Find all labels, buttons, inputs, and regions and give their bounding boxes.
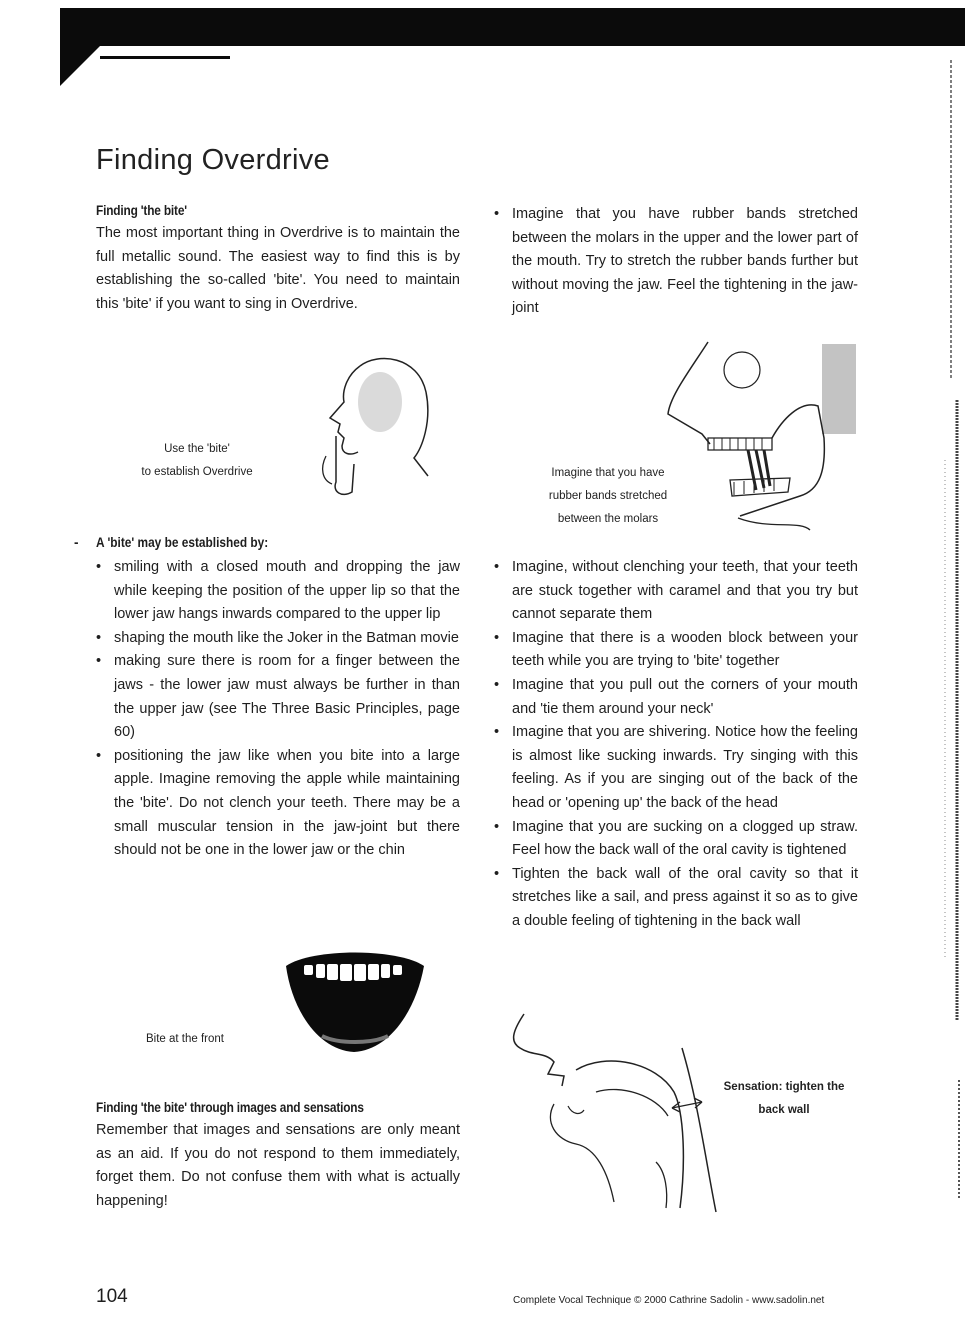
head-caption-line1: Use the 'bite' (164, 443, 230, 455)
head-caption (118, 438, 276, 484)
intro-section (96, 203, 460, 316)
bite-item-4: • positioning the jaw like when you bite into a large apple. Imagine removing the apple while maintaining the 'bite'. Do not clench your teeth. There may be a small muscular tension in the jaw-joint but there should not be one in the lower jaw or the chin (96, 745, 460, 863)
bite-section-heading: - A 'bite' may be established by: (74, 535, 269, 550)
mouth-corners-item: • Imagine that you pull out the corners of your mouth and 'tie them around your neck' (494, 674, 858, 721)
skull-caption-line2: rubber bands stretched (548, 490, 668, 502)
shivering-item: • Imagine that you are shivering. Notice how the feeling is almost like sucking inwards. Try singing with this feeling. As if you are singing out of the back of the head or 'opening up' the back of the head (494, 721, 858, 815)
images-section (96, 1100, 460, 1213)
scan-edge-texture (937, 60, 965, 1210)
page-title: Finding Overdrive (96, 144, 330, 176)
images-heading: Finding 'the bite' through images and sensations (96, 1100, 364, 1115)
throat-caption (706, 1076, 862, 1122)
rubber-band-item: • Imagine that you have rubber bands stretched between the molars in the upper and the lower part of the mouth. Try to stretch the rubber bands further but without moving the jaw. Feel the tightening in the jaw-joint (494, 203, 858, 321)
header-tab (60, 46, 100, 86)
wooden-block-item: • Imagine that there is a wooden block between your teeth while you are trying to 'bite' together (494, 627, 858, 674)
footer-copyright: Complete Vocal Technique © 2000 Cathrine Sadolin - www.sadolin.net (513, 1295, 825, 1306)
bite-heading-text: A 'bite' may be established by: (96, 535, 269, 550)
throat-caption-line1: Sensation: tighten the (723, 1081, 845, 1093)
intro-heading: Finding 'the bite' (96, 203, 187, 218)
images-text: Remember that images and sensations are only meant as an aid. If you do not respond to them immediately, forget them. Do not confuse them with what is actually happening! (96, 1122, 460, 1209)
page-number: 104 (96, 1286, 128, 1307)
skull-caption-line1: Imagine that you have (551, 467, 665, 479)
skull-illustration (660, 340, 860, 540)
header-rule (100, 56, 230, 59)
right-top-list (494, 203, 858, 321)
right-top-section (494, 203, 858, 321)
straw-item: • Imagine that you are sucking on a clogged up straw. Feel how the back wall of the oral cavity is tightened (494, 816, 858, 863)
skull-caption-line3: between the molars (557, 513, 659, 525)
right-bottom-list (494, 556, 858, 934)
throat-caption-line2: back wall (758, 1104, 810, 1116)
head-caption-line2: to establish Overdrive (141, 466, 253, 478)
bite-item-2: • shaping the mouth like the Joker in the Batman movie (96, 627, 460, 651)
header-bar (60, 8, 965, 46)
back-wall-item: • Tighten the back wall of the oral cavity so that it stretches like a sail, and press against it so as to give a double feeling of tightening in the back wall (494, 863, 858, 934)
caramel-item: • Imagine, without clenching your teeth, that your teeth are stuck together with caramel and that you try but cannot separate them (494, 556, 858, 627)
bite-list-container (96, 556, 460, 863)
mouth-caption: Bite at the front (146, 1033, 224, 1045)
bite-item-1: • smiling with a closed mouth and dropping the jaw while keeping the position of the upper lip so that the lower jaw hangs inwards compared to the upper lip (96, 556, 460, 627)
head-finger-illustration (318, 352, 436, 500)
mouth-illustration (282, 950, 428, 1054)
right-bottom-section (494, 556, 858, 934)
intro-text: The most important thing in Overdrive is to maintain the full metallic sound. The easiest way to find this is by establishing the so-called 'bite'. You need to maintain this 'bite' if you want to sing in Overdrive. (96, 225, 460, 312)
bite-list (96, 556, 460, 863)
bite-item-3: • making sure there is room for a finger between the jaws - the lower jaw must always be further in than the upper jaw (see The Three Basic Principles, page 60) (96, 650, 460, 744)
throat-illustration (506, 1012, 732, 1218)
skull-caption (530, 462, 686, 531)
